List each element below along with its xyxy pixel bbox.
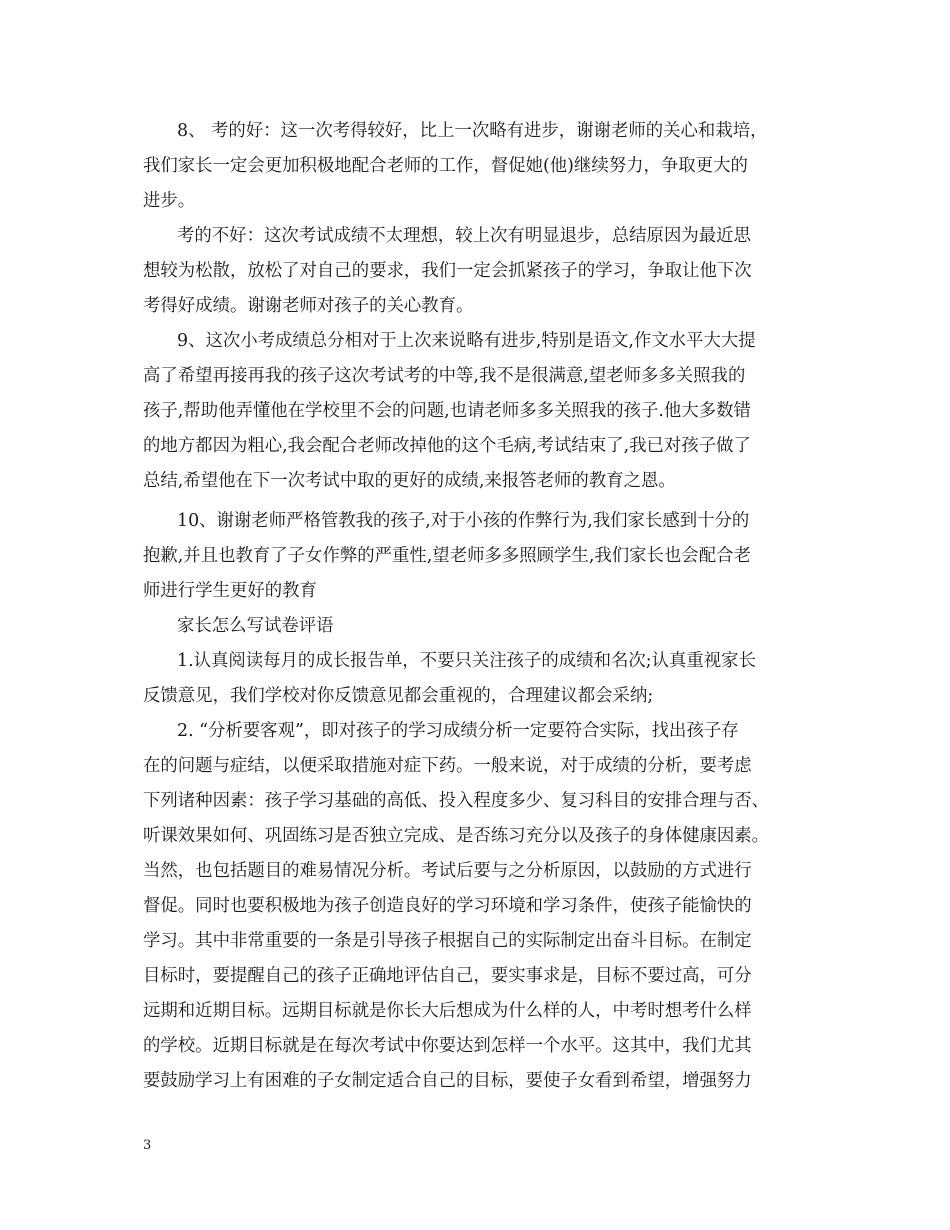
- text-line: 听课效果如何、巩固练习是否独立完成、是否练习充分以及孩子的身体健康因素。: [143, 826, 770, 846]
- text-line: 督促。同时也要积极地为孩子创造良好的学习环境和学习条件，使孩子能愉快的: [143, 896, 752, 916]
- text-line: 2. “分析要客观”，即对孩子的学习成绩分析一定要符合实际，找出孩子存: [177, 721, 739, 741]
- text-line: 考得好成绩。谢谢老师对孩子的关心教育。: [143, 296, 474, 316]
- text-line: 在的问题与症结，以便采取措施对症下药。一般来说，对于成绩的分析，要考虑: [143, 756, 752, 776]
- text-line: 10、谢谢老师严格管教我的孩子,对于小孩的作弊行为,我们家长感到十分的: [177, 511, 750, 531]
- text-line: 要鼓励学习上有困难的子女制定适合自己的目标，要使子女看到希望，增强努力: [143, 1071, 752, 1091]
- text-line: 考的不好：这次考试成绩不太理想，较上次有明显退步，总结原因为最近思: [177, 226, 751, 246]
- text-line: 下列诸种因素：孩子学习基础的高低、投入程度多少、复习科目的安排合理与否、: [143, 791, 770, 811]
- text-line: 抱歉,并且也教育了子女作弊的严重性,望老师多多照顾学生,我们家长也会配合老: [143, 546, 751, 566]
- text-line: 的学校。近期目标就是在每次考试中你要达到怎样一个水平。这其中，我们尤其: [143, 1036, 752, 1056]
- text-line: 的地方都因为粗心,我会配合老师改掉他的这个毛病,考试结束了,我已对孩子做了: [143, 436, 751, 456]
- text-line: 当然，也包括题目的难易情况分析。考试后要与之分析原因，以鼓励的方式进行: [143, 861, 752, 881]
- page-number: 3: [143, 1138, 152, 1153]
- text-line: 1.认真阅读每月的成长报告单，不要只关注孩子的成绩和名次;认真重视家长: [177, 651, 756, 671]
- text-line: 师进行学生更好的教育: [143, 581, 317, 601]
- text-line: 学习。其中非常重要的一条是引导孩子根据自己的实际制定出奋斗目标。在制定: [143, 931, 752, 951]
- text-line: 远期和近期目标。远期目标就是你长大后想成为什么样的人，中考时想考什么样: [143, 1001, 752, 1021]
- section-heading: 家长怎么写试卷评语: [177, 616, 334, 636]
- text-line: 反馈意见，我们学校对你反馈意见都会重视的，合理建议都会采纳;: [143, 686, 654, 706]
- text-line: 9、这次小考成绩总分相对于上次来说略有进步,特别是语文,作文水平大大提: [177, 331, 756, 351]
- text-line: 孩子,帮助他弄懂他在学校里不会的问题,也请老师多多关照我的孩子.他大多数错: [143, 401, 751, 421]
- text-line: 进步。: [143, 191, 196, 211]
- text-line: 想较为松散，放松了对自己的要求，我们一定会抓紧孩子的学习，争取让他下次: [143, 261, 752, 281]
- text-line: 总结,希望他在下一次考试中取的更好的成绩,来报答老师的教育之恩。: [143, 471, 676, 491]
- text-line: 目标时，要提醒自己的孩子正确地评估自己，要实事求是，目标不要过高，可分: [143, 966, 752, 986]
- text-line: 高了希望再接再我的孩子这次考试考的中等,我不是很满意,望老师多多关照我的: [143, 366, 746, 386]
- text-line: 我们家长一定会更加积极地配合老师的工作，督促她(他)继续努力，争取更大的: [143, 156, 748, 176]
- text-line: 8、 考的好：这一次考得较好，比上一次略有进步，谢谢老师的关心和栽培，: [177, 121, 768, 141]
